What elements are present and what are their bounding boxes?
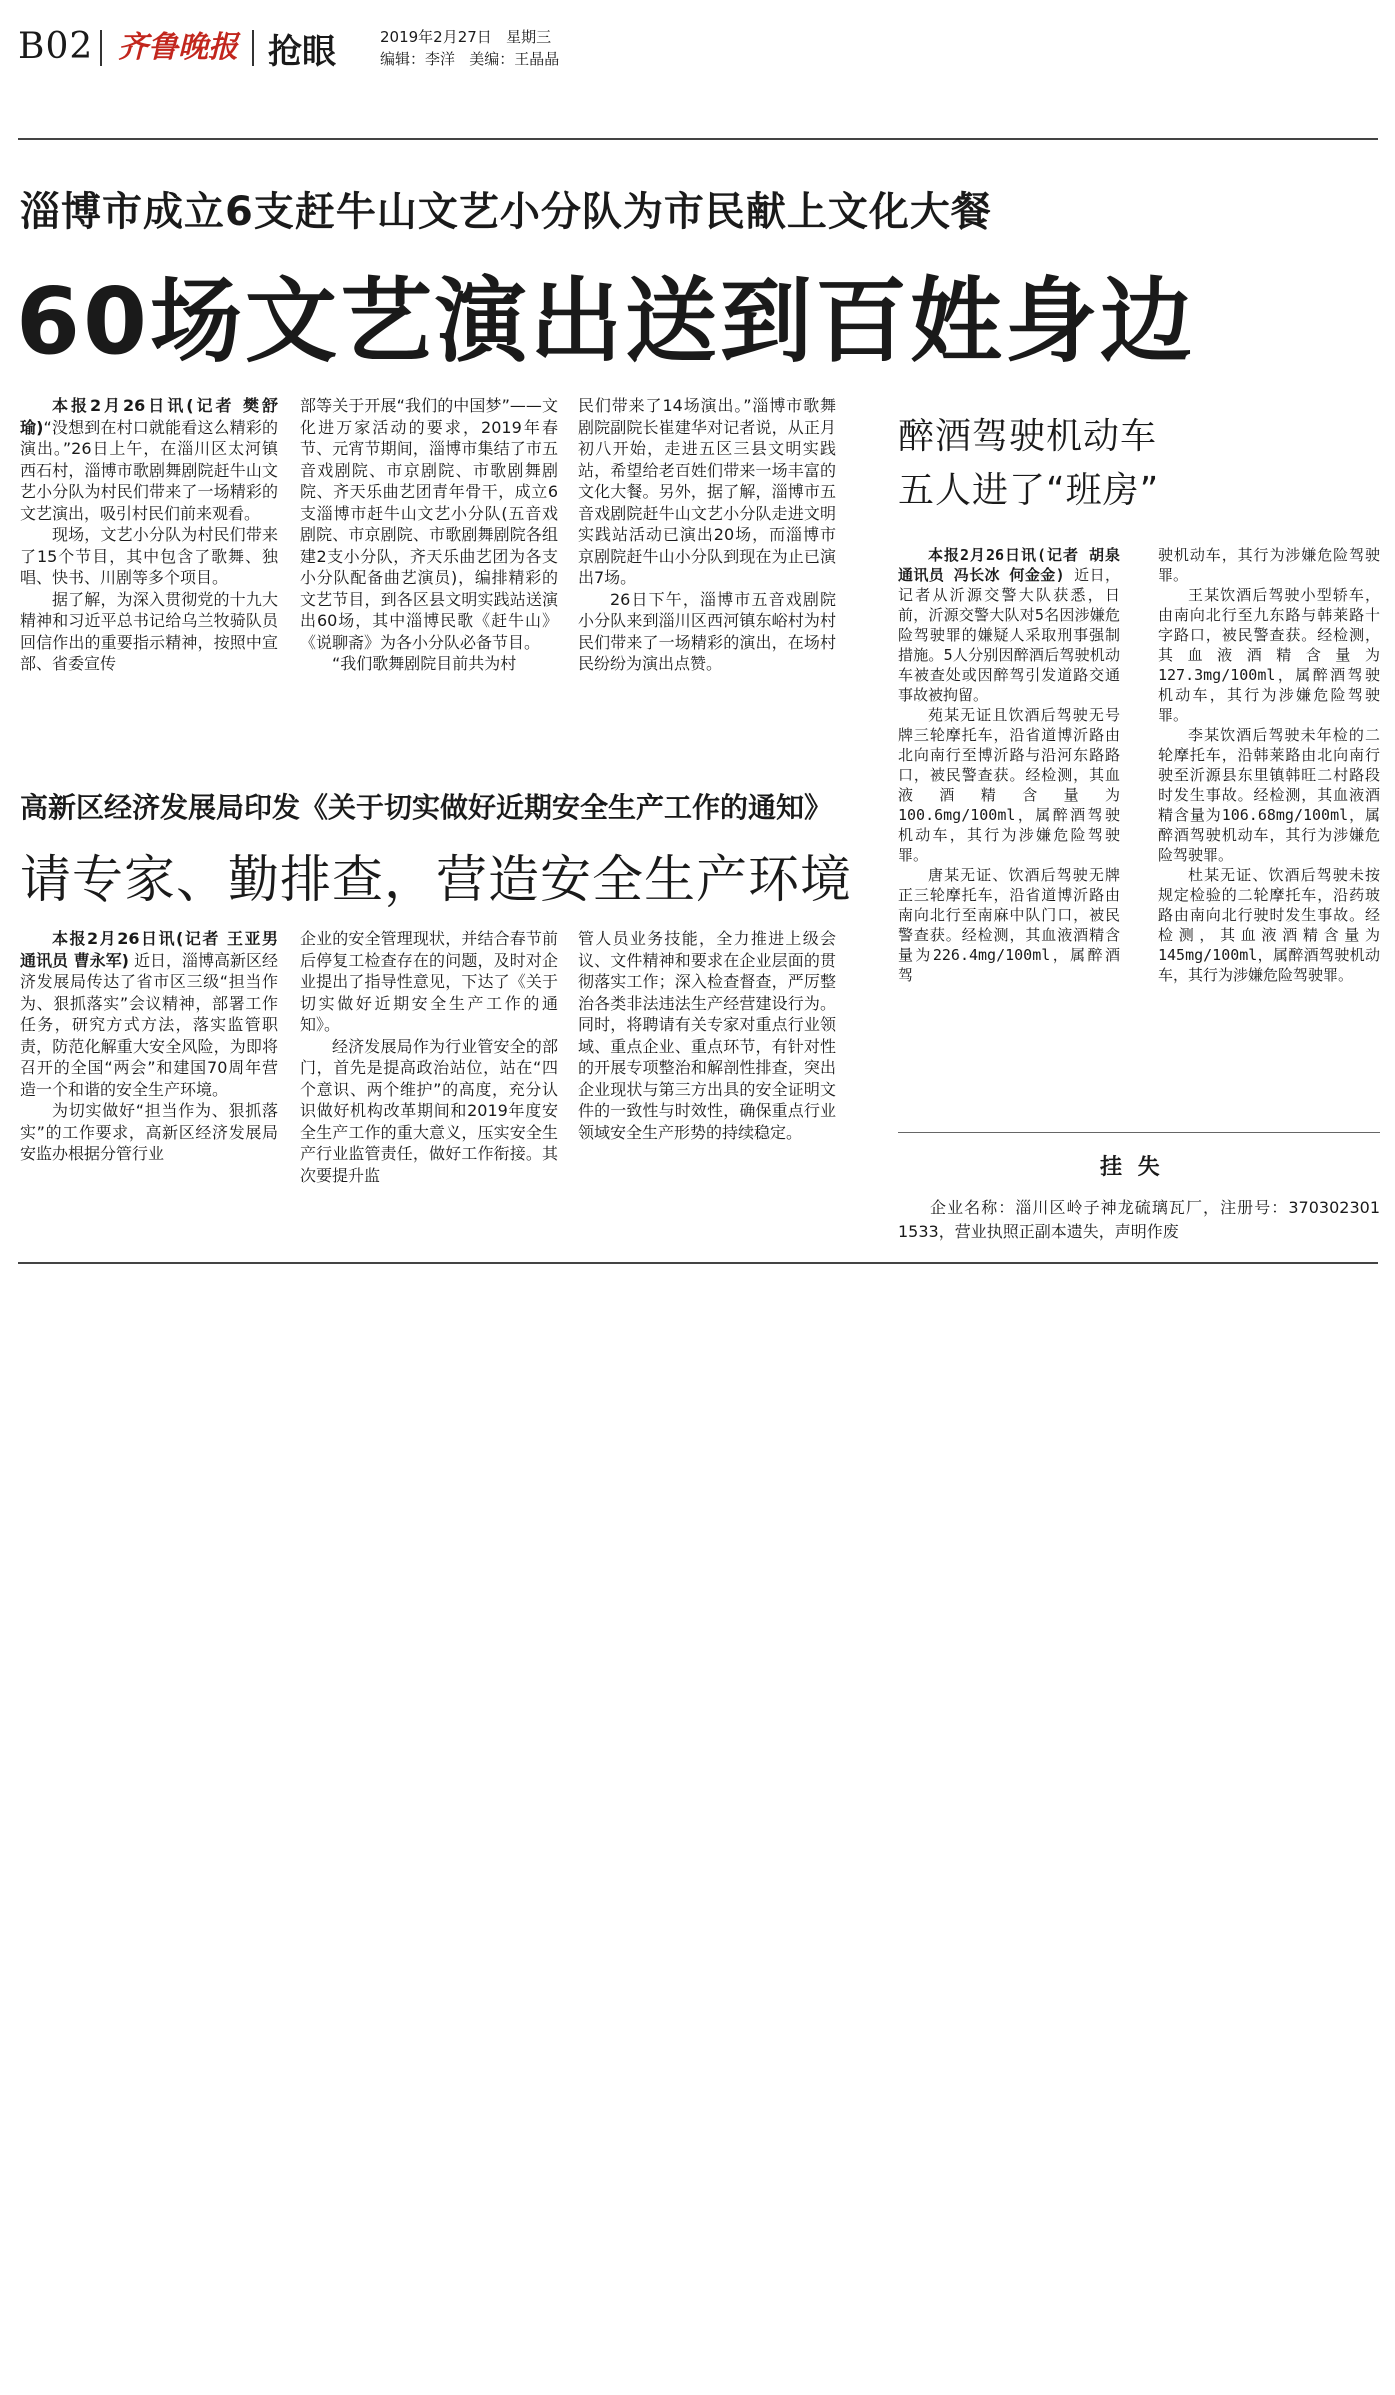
article2-paragraph: 经济发展局作为行业管安全的部门，首先是提高政治站位，站在“四个意识、两个维护”的高度，充分认识做好机构改革期间和2019年度安全生产工作的重大意义，压实安全生产行业监管责任，做好工作衔接。其次要提升监 <box>300 1036 558 1185</box>
notice-divider <box>898 1132 1380 1133</box>
article3-headline-line2: 五人进了“班房” <box>898 470 1160 511</box>
article1-paragraph: 部等关于开展“我们的中国梦”——文化进万家活动的要求，2019年春节、元宵节期间，淄博市集结了市五音戏剧院、市京剧院、市歌剧舞剧院、齐天乐曲艺团青年骨干，成立6支淄博市赶牛山文艺小分队(五音戏剧院、市京剧院、市歌剧舞剧院各组建2支小分队，齐天乐曲艺团为各支小分队配备曲艺演员)，编排精彩的文艺节目，到各区县文明实践站送演出60场，其中淄博民歌《赶牛山》《说聊斋》为各小分队必备节目。 <box>300 396 558 652</box>
article2-byline: 本报2月26日讯(记者 王亚男 通讯员 曹永军) <box>20 929 278 970</box>
article2-headline: 请专家、勤排查，营造安全生产环境 <box>20 851 853 910</box>
newspaper-logo: 齐鲁晚报 <box>118 30 238 65</box>
lost-notice-text: 企业名称：淄川区岭子神龙硫璃瓦厂，注册号：370302301​1533，营业执照正副本遗失，声明作废 <box>898 1198 1380 1241</box>
article3-column-1 <box>898 545 1120 985</box>
article1-column-2 <box>300 395 558 675</box>
page-number: B02 <box>18 26 94 67</box>
article1-subtitle: 淄博市成立6支赶牛山文艺小分队为市民献上文化大餐 <box>20 189 992 235</box>
article2-column-2 <box>300 928 558 1186</box>
article1-column-3 <box>578 395 836 675</box>
lost-notice-title: 挂 失 <box>1100 1155 1164 1180</box>
article3-paragraph: 唐某无证、饮酒后驾驶无牌正三轮摩托车，沿省道博沂路由南向北行至南麻中队门口，被民警查获。经检测，其血液酒精含量为226.4mg/100ml，属醉酒驾 <box>898 866 1120 984</box>
article2-column-1 <box>20 928 278 1165</box>
article1-headline: 60场文艺演出送到百姓身边 <box>16 268 1196 375</box>
article1-paragraph: 民们带来了14场演出。”淄博市歌舞剧院副院长崔建华对记者说，从正月初八开始，走进五区三县文明实践站，希望给老百姓们带来一场丰富的文化大餐。另外，据了解，淄博市五音戏剧院赶牛山文艺小分队走进文明实践站活动已演出20场，而淄博市京剧院赶牛山小分队到现在为止已演出7场。 <box>578 396 836 587</box>
article3-paragraph: 近日，记者从沂源交警大队获悉，日前，沂源交警大队对5名因涉嫌危险驾驶罪的嫌疑人采取刑事强制措施。5人分别因醉酒后驾驶机动车被查处或因醉驾引发道路交通事故被拘留。 <box>898 566 1120 704</box>
article1-paragraph: 据了解，为深入贯彻党的十九大精神和习近平总书记给乌兰牧骑队员回信作出的重要指示精神，按照中宣部、省委宣传 <box>20 589 278 673</box>
section-name: 抢眼 <box>268 32 336 72</box>
article2-subtitle: 高新区经济发展局印发《关于切实做好近期安全生产工作的通知》 <box>20 791 833 824</box>
article3-paragraph: 王某饮酒后驾驶小型轿车，由南向北行至九东路与韩莱路十字路口，被民警查获。经检测，其血液酒精含量为127.3mg/100ml，属醉酒驾驶机动车，其行为涉嫌危险驾驶罪。 <box>1158 586 1380 724</box>
article3-paragraph: 杜某无证、饮酒后驾驶未按规定检验的二轮摩托车，沿药玻路由南向北行驶时发生事故。经检测，其血液酒精含量为145mg/100ml，属醉酒驾驶机动车，其行为涉嫌危险驾驶罪。 <box>1158 866 1380 984</box>
article2-paragraph: 近日，淄博高新区经济发展局传达了省市区三级“担当作为、狠抓落实”会议精神，部署工作任务，研究方式方法，落实监管职责，防范化解重大安全风险，为即将召开的全国“两会”和建国70周年营造一个和谐的安全生产环境。 <box>20 950 278 1099</box>
article3-headline-line1: 醉酒驾驶机动车 <box>898 416 1158 457</box>
article1-paragraph: 26日下午，淄博市五音戏剧院小分队来到淄川区西河镇东峪村为村民们带来了一场精彩的演出，在场村民纷纷为演出点赞。 <box>578 589 836 673</box>
article1-paragraph: 现场，文艺小分队为村民们带来了15个节目，其中包含了歌舞、独唱、快书、川剧等多个项目。 <box>20 525 278 587</box>
article3-column-2 <box>1158 545 1380 985</box>
header-divider <box>100 30 102 66</box>
article3-paragraph: 苑某无证且饮酒后驾驶无号牌三轮摩托车，沿省道博沂路由北向南行至博沂路与沿河东路路口，被民警查获。经检测，其血液酒精含量为100.6mg/100ml，属醉酒驾驶机动车，其行为涉嫌危险驾驶罪。 <box>898 706 1120 864</box>
footer-rule <box>18 1262 1378 1264</box>
article2-column-3 <box>578 928 836 1143</box>
article2-paragraph: 企业的安全管理现状，并结合春节前后停复工检查存在的问题，及时对企业提出了指导性意见，下达了《关于切实做好近期安全生产工作的通知》。 <box>300 929 558 1034</box>
issue-date: 2019年2月27日 星期三 <box>380 28 552 46</box>
article3-byline: 本报2月26日讯(记者 胡泉 通讯员 冯长冰 何金金) <box>898 546 1120 584</box>
article2-paragraph: 管人员业务技能，全力推进上级会议、文件精神和要求在企业层面的贯彻落实工作；深入检查督查，严厉整治各类非法违法生产经营建设行为。同时，将聘请有关专家对重点行业领域、重点企业、重点环节，有针对性的开展专项整治和解剖性排查，突出企业现状与第三方出具的安全证明文件的一致性与时效性，确保重点行业领域安全生产形势的持续稳定。 <box>578 929 836 1142</box>
header-rule <box>18 138 1378 140</box>
article3-paragraph: 驶机动车，其行为涉嫌危险驾驶罪。 <box>1158 546 1380 584</box>
article1-column-1 <box>20 395 278 675</box>
header-divider <box>252 30 254 66</box>
editor-credits: 编辑：李洋 美编：王晶晶 <box>380 50 560 68</box>
lost-notice-body <box>898 1196 1380 1244</box>
article1-byline: 本报2月26日讯(记者 樊舒瑜) <box>20 396 278 437</box>
article1-paragraph: “没想到在村口就能看这么精彩的演出。”26日上午，在淄川区太河镇西石村，淄博市歌剧舞剧院赶牛山文艺小分队为村民们带来了一场精彩的文艺演出，吸引村民们前来观看。 <box>20 417 278 523</box>
article1-paragraph: “我们歌舞剧院目前共为村 <box>332 654 517 673</box>
article2-paragraph: 为切实做好“担当作为、狠抓落实”的工作要求，高新区经济发展局安监办根据分管行业 <box>20 1101 278 1163</box>
article3-paragraph: 李某饮酒后驾驶未年检的二轮摩托车，沿韩莱路由北向南行驶至沂源县东里镇韩旺二村路段时发生事故。经检测，其血液酒精含量为106.68mg/100ml，属醉酒驾驶机动车，其行为涉嫌危险驾驶罪。 <box>1158 726 1380 864</box>
